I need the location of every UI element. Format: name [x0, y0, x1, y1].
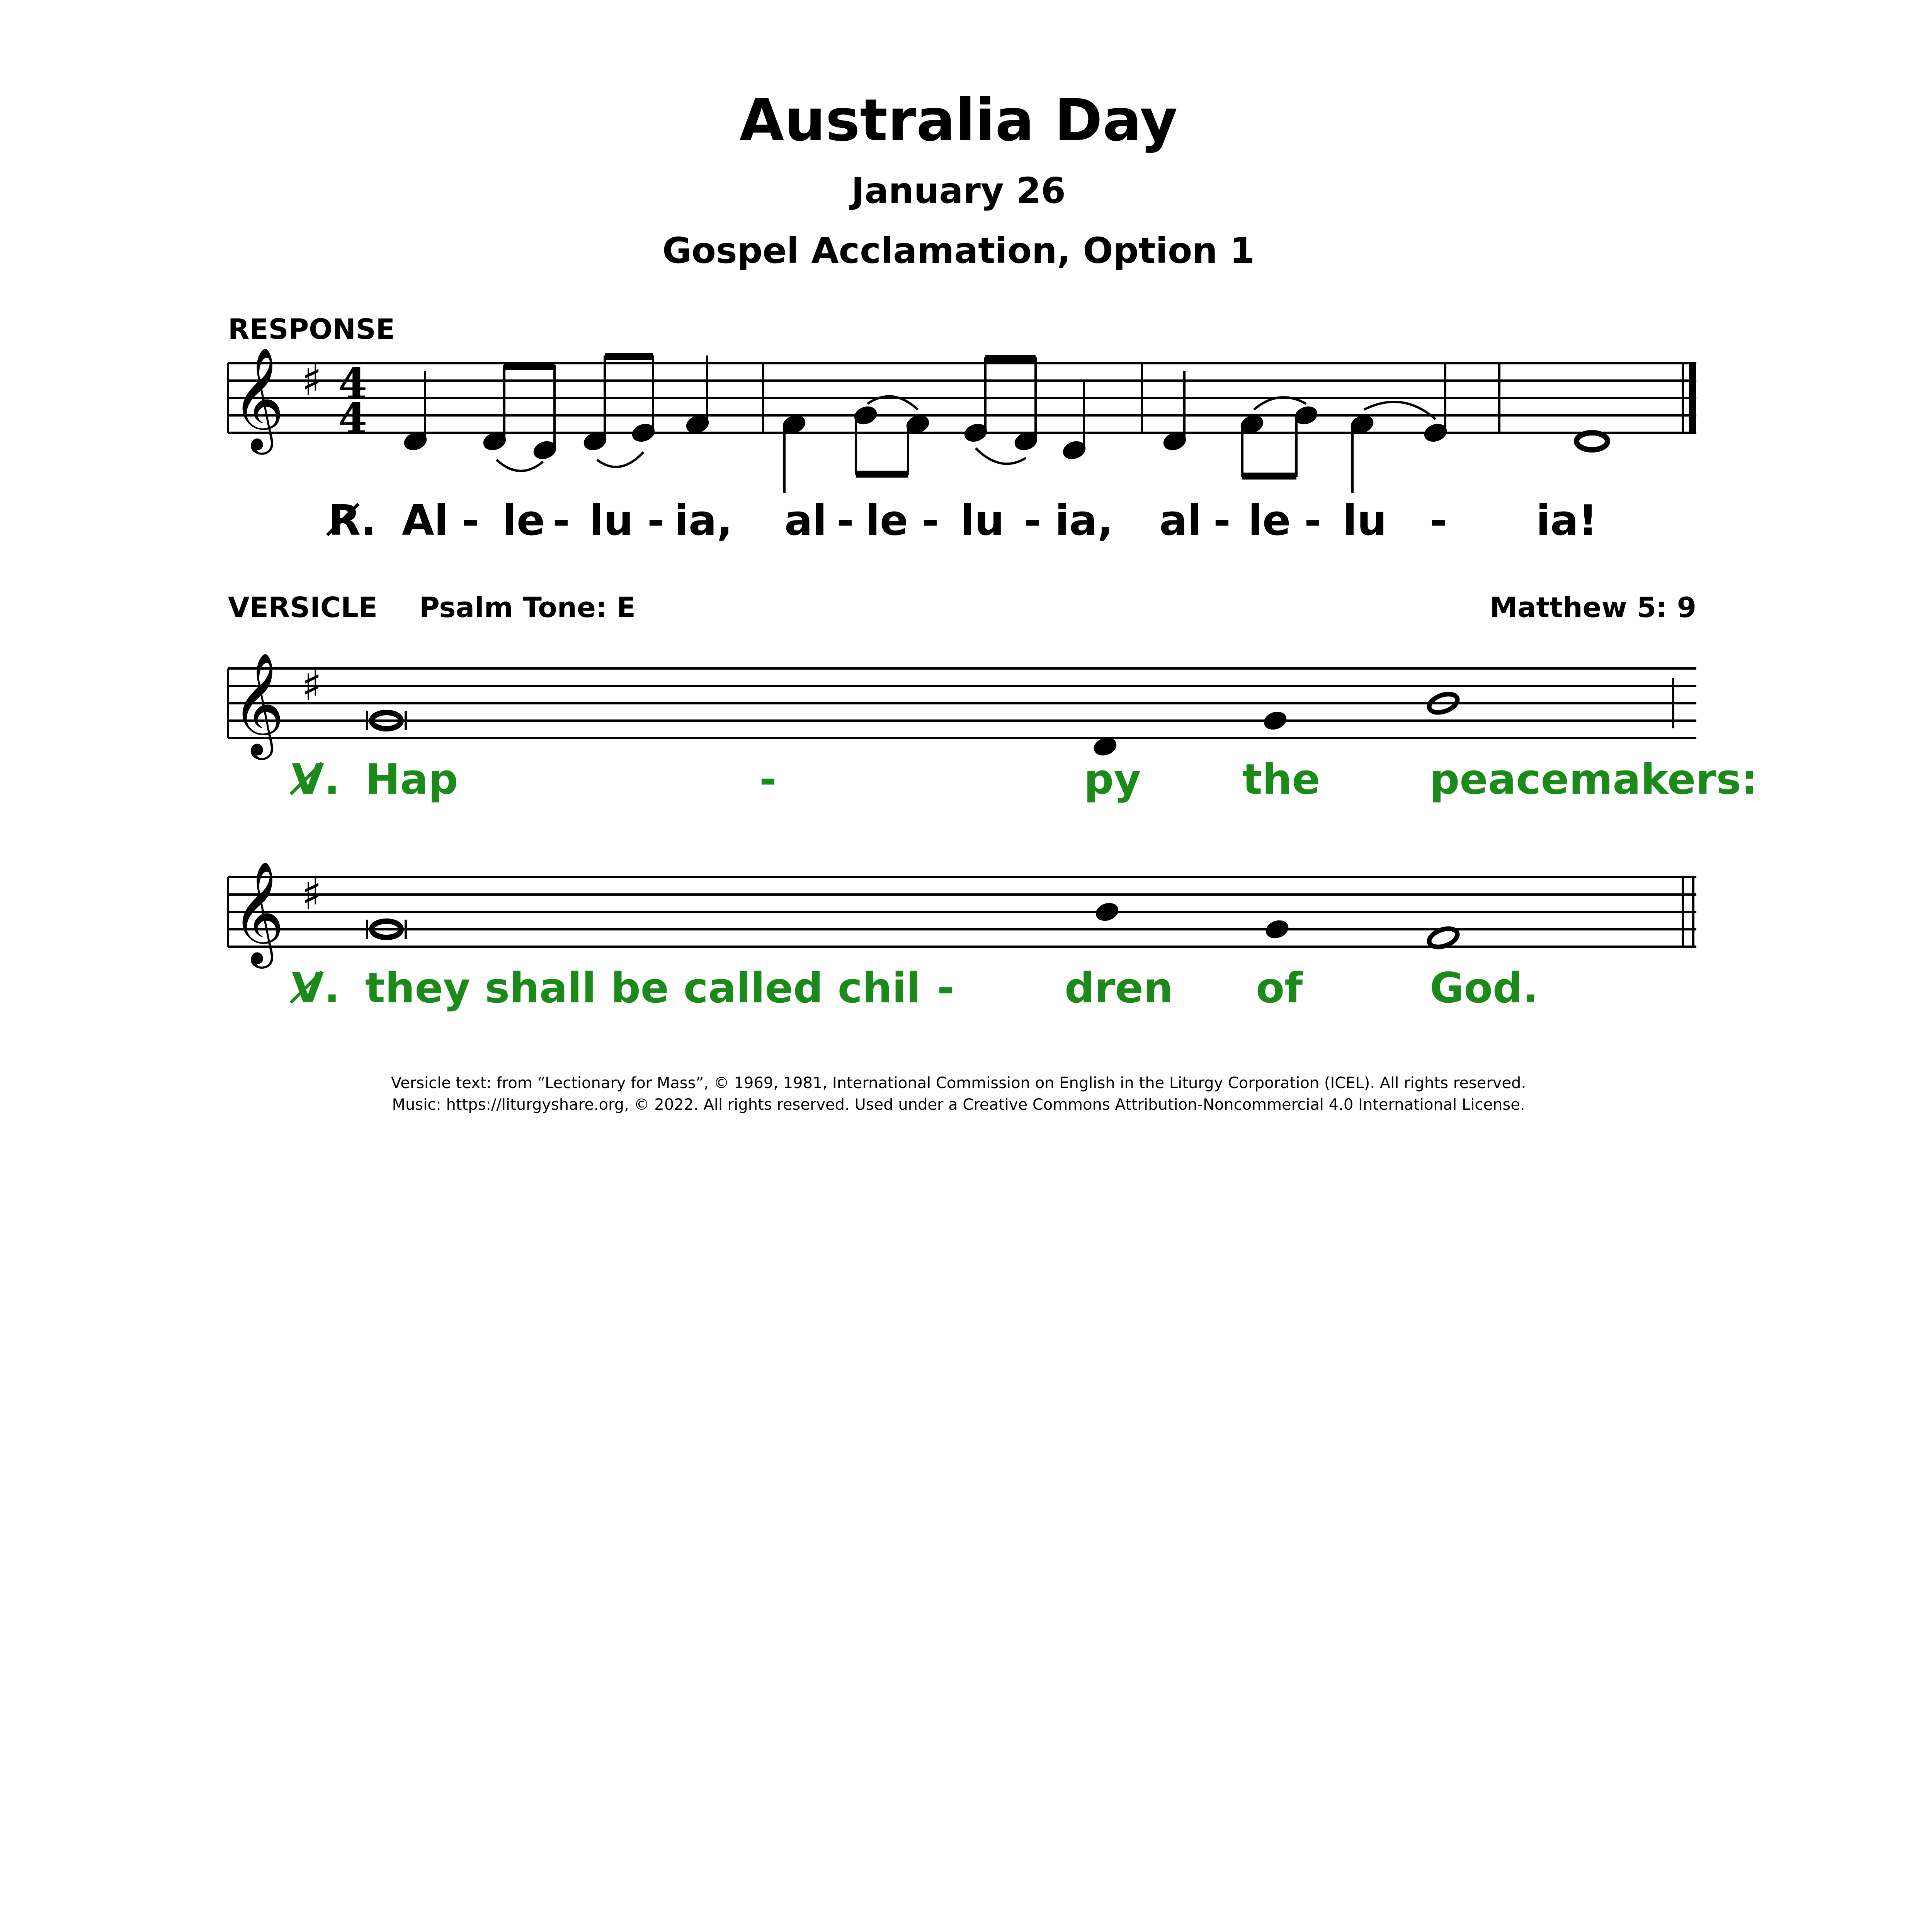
versicle-notes-1: [367, 690, 1460, 757]
sharp-icon: ♯: [301, 869, 322, 919]
lyric-hyphen: -: [1024, 497, 1041, 545]
versicle-syllable: they shall be called chil: [365, 964, 921, 1012]
lyric-hyphen: -: [462, 497, 479, 545]
lyric-hyphen: -: [1430, 497, 1447, 545]
response-staff: [228, 363, 1696, 433]
time-sig-top: 4: [338, 359, 367, 408]
lyric-hyphen: -: [837, 497, 854, 545]
versicle-syllable: God.: [1430, 964, 1539, 1012]
versicle-hyphen: -: [759, 755, 777, 804]
lyric-hyphen: -: [1304, 497, 1322, 545]
lyric-syllable: ia,: [1055, 497, 1113, 545]
versicle-syllable: peacemakers:: [1430, 755, 1758, 804]
response-label: RESPONSE: [228, 313, 395, 345]
lyric-syllable: le: [866, 497, 908, 545]
lyric-syllable: ia!: [1536, 497, 1598, 545]
versicle-syllable: of: [1256, 964, 1303, 1012]
versicle-syllable: py: [1084, 755, 1141, 804]
versicle-notes-2: [367, 901, 1460, 951]
treble-clef-icon: 𝄞: [232, 652, 284, 755]
lyric-syllable: al: [784, 497, 827, 545]
treble-clef-icon: 𝄞: [232, 861, 284, 964]
scripture-reference: Matthew 5: 9: [1490, 591, 1696, 624]
sharp-icon: ♯: [301, 355, 322, 405]
versicle-symbol: V̸.: [292, 755, 340, 804]
credit-line-music: Music: https://liturgyshare.org, © 2022. All rights reserved. Used under a Creative Commons Attribution-Noncommercial 4.0 International License.: [392, 1096, 1525, 1114]
versicle-syllable: dren: [1065, 964, 1173, 1012]
lyric-hyphen: -: [1213, 497, 1231, 545]
lyric-syllable: le: [1248, 497, 1291, 545]
versicle-label: VERSICLE: [228, 591, 378, 624]
page-subtitle: Gospel Acclamation, Option 1: [662, 230, 1255, 271]
versicle-staff-2: [228, 877, 1696, 947]
versicle-symbol: V̸.: [292, 964, 340, 1012]
versicle-syllable: Hap: [365, 755, 458, 804]
feast-date: January 26: [851, 170, 1066, 211]
lyric-syllable: le: [502, 497, 545, 545]
time-sig-bottom: 4: [338, 394, 367, 443]
versicle-syllable: the: [1242, 755, 1320, 804]
sharp-icon: ♯: [301, 661, 322, 710]
copyright-notice: [0, 1072, 1917, 1116]
lyric-syllable: lu: [960, 497, 1004, 545]
lyric-syllable: Al: [402, 497, 449, 545]
treble-clef-icon: 𝄞: [232, 347, 284, 450]
page-title: Australia Day: [739, 87, 1178, 154]
versicle-hyphen: -: [937, 964, 954, 1012]
response-symbol: R̸.: [328, 497, 377, 545]
versicle-staff-1: [228, 668, 1696, 738]
credit-line-text: Versicle text: from “Lectionary for Mass”, © 1969, 1981, International Commission on English in the Liturgy Corporation (ICEL). All rights reserved.: [391, 1074, 1526, 1092]
lyric-hyphen: -: [553, 497, 570, 545]
lyric-hyphen: -: [647, 497, 665, 545]
psalm-tone-label: Psalm Tone: E: [419, 591, 636, 624]
lyric-syllable: ia,: [674, 497, 733, 545]
response-notes: [403, 355, 1607, 493]
lyric-syllable: lu: [1343, 497, 1387, 545]
lyric-hyphen: -: [922, 497, 939, 545]
lyric-syllable: al: [1159, 497, 1202, 545]
lyric-syllable: lu: [589, 497, 633, 545]
